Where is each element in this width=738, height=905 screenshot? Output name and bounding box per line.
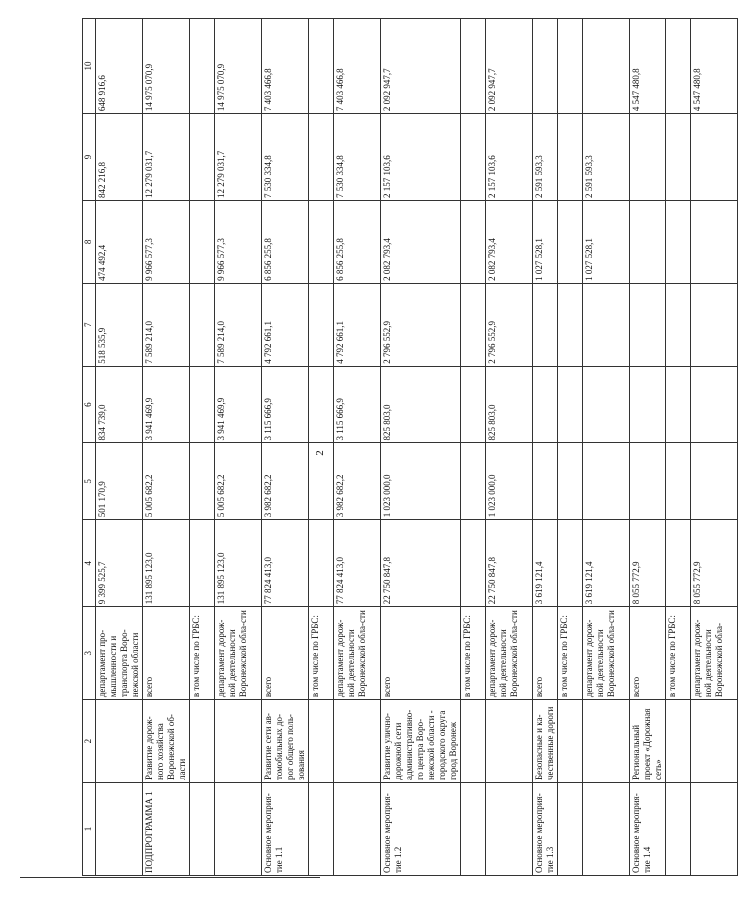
year-2017-cell: 474 492,4 — [96, 200, 143, 283]
measure-cell — [190, 783, 215, 876]
year-2014-cell — [630, 443, 666, 520]
year-2017-cell — [558, 200, 583, 283]
year-2016-cell: 2 796 552,9 — [381, 283, 461, 366]
year-2015-cell — [533, 366, 558, 443]
funding-source-cell: всего — [533, 607, 558, 700]
table-row — [215, 19, 262, 876]
total-cell — [558, 520, 583, 607]
program-name-cell: Развитие дорож-ного хозяйства Воронежской об-ласти — [143, 700, 190, 783]
year-2018-cell: 2 591 593,3 — [583, 114, 630, 201]
year-2014-cell: 1 023 000,0 — [486, 443, 533, 520]
year-2016-cell — [630, 283, 666, 366]
column-number: 7 — [83, 283, 96, 366]
year-2017-cell — [461, 200, 486, 283]
measure-cell — [583, 783, 630, 876]
year-2014-cell — [558, 443, 583, 520]
year-2015-cell — [461, 366, 486, 443]
program-name-cell: Безопасные и ка-чественные дороги — [533, 700, 558, 783]
table-row — [666, 19, 691, 876]
year-2018-cell — [630, 114, 666, 201]
year-2016-cell: 518 535,9 — [96, 283, 143, 366]
year-2015-cell — [666, 366, 691, 443]
table-row — [533, 19, 558, 876]
program-name-cell — [190, 700, 215, 783]
year-2017-cell: 6 856 255,8 — [262, 200, 309, 283]
year-2014-cell — [691, 443, 738, 520]
year-2019-cell: 7 403 466,8 — [334, 19, 381, 114]
year-2019-cell: 4 547 480,8 — [630, 19, 666, 114]
year-2018-cell: 842 216,8 — [96, 114, 143, 201]
measure-cell: ПОДПРОГРАММА 1 — [143, 783, 190, 876]
program-name-cell — [334, 700, 381, 783]
table-body — [96, 19, 738, 876]
total-cell — [666, 520, 691, 607]
funding-source-cell: департамент дорож-ной деятельности Воронежской обла-сти — [334, 607, 381, 700]
table-row — [558, 19, 583, 876]
year-2015-cell — [691, 366, 738, 443]
year-2016-cell — [691, 283, 738, 366]
year-2014-cell — [309, 443, 334, 520]
total-cell: 22 750 847,8 — [381, 520, 461, 607]
year-2015-cell — [309, 366, 334, 443]
year-2017-cell: 6 856 255,8 — [334, 200, 381, 283]
year-2016-cell — [583, 283, 630, 366]
column-number: 2 — [83, 700, 96, 783]
program-name-cell — [558, 700, 583, 783]
budget-table-container — [82, 18, 724, 876]
year-2017-cell: 2 082 793,4 — [486, 200, 533, 283]
program-name-cell — [309, 700, 334, 783]
total-cell — [461, 520, 486, 607]
total-cell: 8 055 772,9 — [630, 520, 666, 607]
measure-cell — [334, 783, 381, 876]
year-2018-cell — [666, 114, 691, 201]
total-cell: 22 750 847,8 — [486, 520, 533, 607]
year-2018-cell — [309, 114, 334, 201]
measure-cell: Основное мероприя-тие 1.3 — [533, 783, 558, 876]
table-row — [96, 19, 143, 876]
year-2014-cell: 3 982 682,2 — [334, 443, 381, 520]
measure-cell: Основное мероприя-тие 1.2 — [381, 783, 461, 876]
year-2017-cell — [666, 200, 691, 283]
column-number: 9 — [83, 114, 96, 201]
table-row — [486, 19, 533, 876]
year-2016-cell: 7 589 214,0 — [215, 283, 262, 366]
year-2016-cell — [461, 283, 486, 366]
year-2014-cell: 501 170,9 — [96, 443, 143, 520]
table-row — [630, 19, 666, 876]
year-2014-cell: 3 982 682,2 — [262, 443, 309, 520]
measure-cell — [691, 783, 738, 876]
funding-source-cell: всего — [381, 607, 461, 700]
table-row — [691, 19, 738, 876]
year-2015-cell: 825 803,0 — [381, 366, 461, 443]
year-2014-cell — [533, 443, 558, 520]
year-2018-cell: 12 279 031,7 — [143, 114, 190, 201]
funding-source-cell: департамент дорож-ной деятельности Воронежской обла-сти — [486, 607, 533, 700]
year-2019-cell — [309, 19, 334, 114]
year-2019-cell — [461, 19, 486, 114]
year-2019-cell — [190, 19, 215, 114]
year-2014-cell — [583, 443, 630, 520]
year-2017-cell: 2 082 793,4 — [381, 200, 461, 283]
total-cell: 3 619 121,4 — [583, 520, 630, 607]
year-2019-cell: 2 092 947,7 — [486, 19, 533, 114]
year-2016-cell — [533, 283, 558, 366]
measure-cell — [666, 783, 691, 876]
funding-source-cell: в том числе по ГРБС: — [309, 607, 334, 700]
program-name-cell — [666, 700, 691, 783]
year-2018-cell: 2 157 103,6 — [486, 114, 533, 201]
year-2019-cell — [666, 19, 691, 114]
year-2016-cell: 7 589 214,0 — [143, 283, 190, 366]
year-2017-cell — [691, 200, 738, 283]
budget-table — [82, 18, 738, 876]
year-2016-cell: 2 796 552,9 — [486, 283, 533, 366]
total-cell: 77 824 413,0 — [334, 520, 381, 607]
year-2015-cell: 825 803,0 — [486, 366, 533, 443]
funding-source-cell: всего — [143, 607, 190, 700]
table-row — [583, 19, 630, 876]
measure-cell — [215, 783, 262, 876]
year-2019-cell — [533, 19, 558, 114]
year-2018-cell: 2 157 103,6 — [381, 114, 461, 201]
year-2017-cell: 9 966 577,3 — [143, 200, 190, 283]
year-2019-cell — [583, 19, 630, 114]
year-2019-cell: 14 975 070,9 — [143, 19, 190, 114]
program-name-cell — [583, 700, 630, 783]
year-2015-cell: 3 115 666,9 — [334, 366, 381, 443]
year-2017-cell — [630, 200, 666, 283]
year-2018-cell — [461, 114, 486, 201]
year-2016-cell: 4 792 661,1 — [334, 283, 381, 366]
table-row — [190, 19, 215, 876]
table-row — [262, 19, 309, 876]
total-cell: 131 895 123,0 — [215, 520, 262, 607]
funding-source-cell: в том числе по ГРБС: — [558, 607, 583, 700]
year-2015-cell — [583, 366, 630, 443]
year-2019-cell: 14 975 070,9 — [215, 19, 262, 114]
table-row — [461, 19, 486, 876]
measure-cell — [486, 783, 533, 876]
year-2018-cell — [558, 114, 583, 201]
column-number: 5 — [83, 443, 96, 520]
year-2015-cell — [630, 366, 666, 443]
program-name-cell — [96, 700, 143, 783]
column-number-row — [83, 19, 96, 876]
table-row — [143, 19, 190, 876]
total-cell — [309, 520, 334, 607]
year-2015-cell — [190, 366, 215, 443]
program-name-cell — [691, 700, 738, 783]
year-2015-cell — [558, 366, 583, 443]
table-row — [334, 19, 381, 876]
program-name-cell — [215, 700, 262, 783]
total-cell: 77 824 413,0 — [262, 520, 309, 607]
year-2018-cell: 12 279 031,7 — [215, 114, 262, 201]
total-cell: 3 619 121,4 — [533, 520, 558, 607]
measure-cell — [309, 783, 334, 876]
year-2014-cell — [666, 443, 691, 520]
year-2017-cell — [190, 200, 215, 283]
measure-cell — [558, 783, 583, 876]
measure-cell — [96, 783, 143, 876]
page-number: 2 — [314, 450, 326, 456]
year-2015-cell: 3 941 469,9 — [215, 366, 262, 443]
column-number: 4 — [83, 520, 96, 607]
year-2016-cell — [190, 283, 215, 366]
funding-source-cell: департамент дорож-ной деятельности Воронежской обла- — [691, 607, 738, 700]
funding-source-cell: всего — [630, 607, 666, 700]
year-2018-cell — [691, 114, 738, 201]
program-name-cell: Развитие улично-дорожной сети административно-го центра Воро-нежской области - городского округа город Воронеж — [381, 700, 461, 783]
total-cell — [190, 520, 215, 607]
year-2018-cell — [190, 114, 215, 201]
year-2016-cell — [666, 283, 691, 366]
year-2014-cell: 5 005 682,2 — [215, 443, 262, 520]
table-row — [381, 19, 461, 876]
year-2019-cell — [558, 19, 583, 114]
year-2014-cell: 1 023 000,0 — [381, 443, 461, 520]
year-2019-cell: 7 403 466,8 — [262, 19, 309, 114]
year-2017-cell — [309, 200, 334, 283]
year-2017-cell: 1 027 528,1 — [533, 200, 558, 283]
column-number: 1 — [83, 783, 96, 876]
year-2019-cell: 4 547 480,8 — [691, 19, 738, 114]
funding-source-cell: департамент про-мышленности и транспорта Воро-нежской области — [96, 607, 143, 700]
funding-source-cell: в том числе по ГРБС: — [666, 607, 691, 700]
funding-source-cell: департамент дорож-ной деятельности Воронежской обла-сти — [583, 607, 630, 700]
year-2018-cell: 7 530 334,8 — [262, 114, 309, 201]
funding-source-cell: департамент дорож-ной деятельности Воронежской обла-сти — [215, 607, 262, 700]
column-number: 3 — [83, 607, 96, 700]
total-cell: 8 055 772,9 — [691, 520, 738, 607]
program-name-cell: Региональный проект «Дорожная сеть» — [630, 700, 666, 783]
year-2014-cell — [461, 443, 486, 520]
year-2017-cell: 1 027 528,1 — [583, 200, 630, 283]
column-number: 10 — [83, 19, 96, 114]
funding-source-cell: всего — [262, 607, 309, 700]
year-2015-cell: 834 739,0 — [96, 366, 143, 443]
table-row — [309, 19, 334, 876]
year-2018-cell: 2 591 593,3 — [533, 114, 558, 201]
measure-cell: Основное мероприя-тие 1.4 — [630, 783, 666, 876]
year-2015-cell: 3 941 469,9 — [143, 366, 190, 443]
year-2016-cell: 4 792 661,1 — [262, 283, 309, 366]
program-name-cell — [461, 700, 486, 783]
measure-cell — [461, 783, 486, 876]
program-name-cell: Развитие сети ав-томобильных до-рог общего поль-зования — [262, 700, 309, 783]
year-2014-cell: 5 005 682,2 — [143, 443, 190, 520]
program-name-cell — [486, 700, 533, 783]
funding-source-cell: в том числе по ГРБС: — [190, 607, 215, 700]
measure-cell: Основное мероприя-тие 1.1 — [262, 783, 309, 876]
year-2016-cell — [309, 283, 334, 366]
year-2015-cell: 3 115 666,9 — [262, 366, 309, 443]
year-2016-cell — [558, 283, 583, 366]
total-cell: 131 895 123,0 — [143, 520, 190, 607]
footer-rule — [20, 877, 320, 878]
year-2018-cell: 7 530 334,8 — [334, 114, 381, 201]
year-2019-cell: 648 916,6 — [96, 19, 143, 114]
funding-source-cell: в том числе по ГРБС: — [461, 607, 486, 700]
year-2019-cell: 2 092 947,7 — [381, 19, 461, 114]
total-cell: 9 399 525,7 — [96, 520, 143, 607]
year-2014-cell — [190, 443, 215, 520]
column-number: 8 — [83, 200, 96, 283]
year-2017-cell: 9 966 577,3 — [215, 200, 262, 283]
column-number: 6 — [83, 366, 96, 443]
